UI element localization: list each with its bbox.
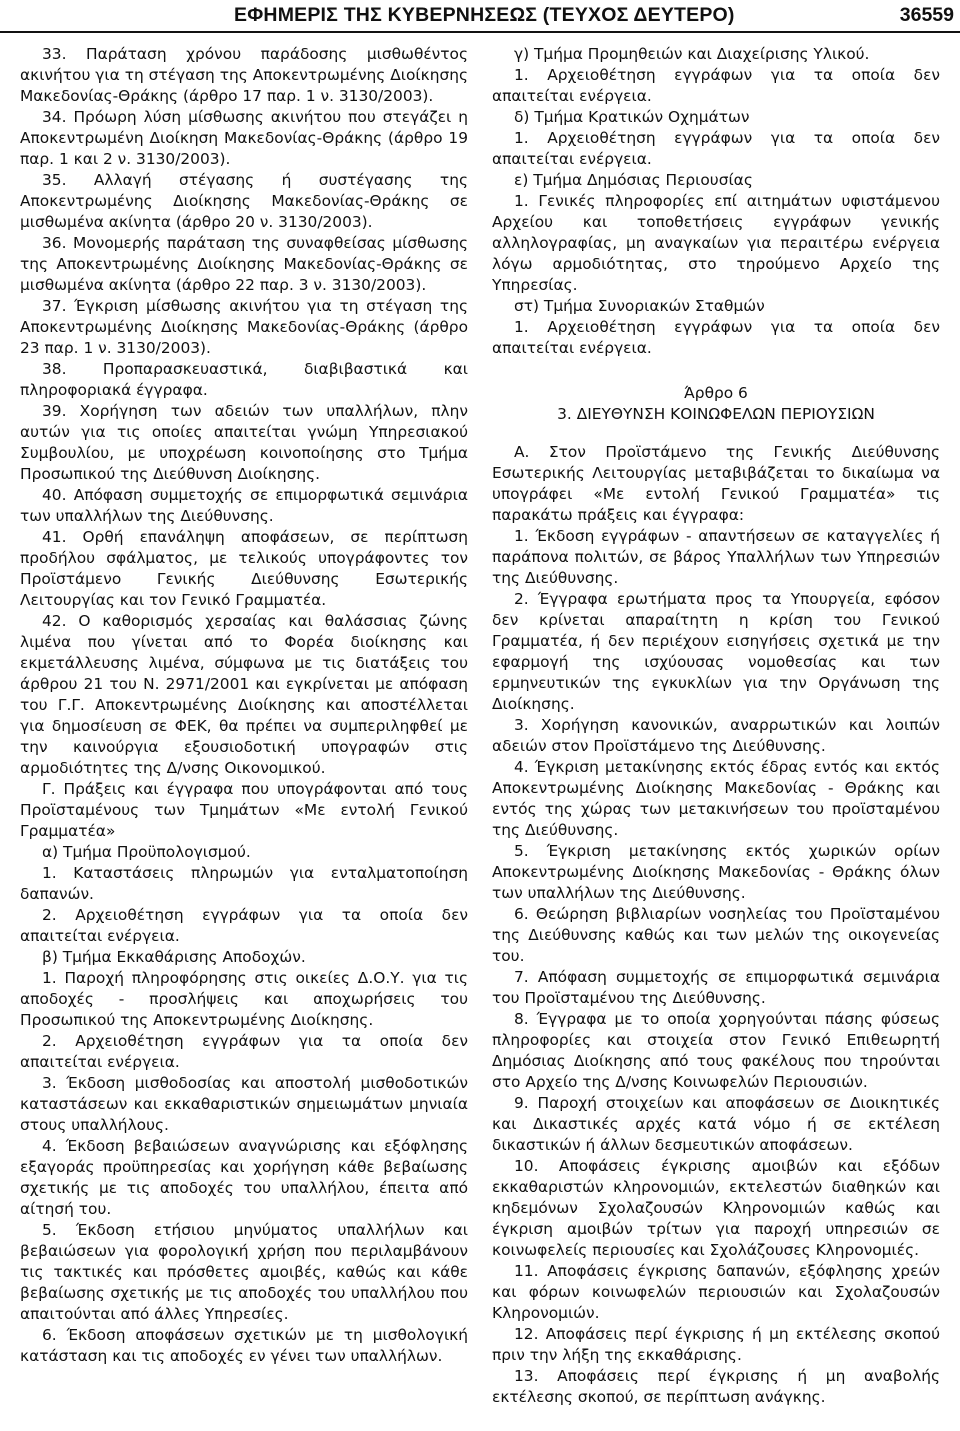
article-heading: Άρθρο 6 xyxy=(684,384,748,402)
left-column xyxy=(20,44,468,1367)
paragraph: 2. Έγγραφα ερωτήματα προς τα Υπουργεία, εφόσον δεν κρίνεται απαραίτητη η κρίση του Γενικού Γραμματέα, ή δεν περιέχουν εισηγήσεις σχετικά με την εφαρμογή της ισχύουσας νομοθεσίας και των ερμηνευτικών της εγκυκλίων για την Οργάνωση της Διοίκησης. xyxy=(492,590,940,713)
paragraph: 42. Ο καθορισμός χερσαίας και θαλάσσιας ζώνης λιμένα που γίνεται από το Φορέα διοίκησης και εκμετάλλευσης λιμένα, σύμφωνα με τις διατάξεις του άρθρου 21 του Ν. 2971/2001 και εγκρίνεται με απόφαση του Γ.Γ. Αποκεντρωμένης Διοίκησης και αποστέλλεται για δημοσίευση σε ΦΕΚ, θα πρέπει να συμπεριληφθεί με την καινούργια εξουσιοδοτική υπογραφών στις αρμοδιότητες της Δ/νσης Οικονομικού. xyxy=(20,612,468,777)
paragraph: 1. Αρχειοθέτηση εγγράφων για τα οποία δεν απαιτείται ενέργεια. xyxy=(492,318,940,357)
gazette-title: ΕΦΗΜΕΡΙΣ ΤΗΣ ΚΥΒΕΡΝΗΣΕΩΣ (ΤΕΥΧΟΣ ΔΕΥΤΕΡΟ) xyxy=(234,4,735,26)
paragraph: 12. Αποφάσεις περί έγκρισης ή μη εκτέλεσης σκοπού πριν την λήξη της εκκαθάρισης. xyxy=(492,1325,940,1364)
paragraph: 1. Καταστάσεις πληρωμών για ενταλματοποίηση δαπανών. xyxy=(20,864,468,903)
paragraph: 34. Πρόωρη λύση μίσθωσης ακινήτου που στεγάζει η Αποκεντρωμένη Διοίκηση Μακεδονίας-Θράκης (άρθρο 19 παρ. 1 και 2 ν. 3130/2003). xyxy=(20,108,468,168)
article-title: 3. ΔΙΕΥΘΥΝΣΗ ΚΟΙΝΩΦΕΛΩΝ ΠΕΡΙΟΥΣΙΩΝ xyxy=(557,405,875,423)
paragraph: 37. Έγκριση μίσθωσης ακινήτου για τη στέγαση της Αποκεντρωμένης Διοίκησης Μακεδονίας-Θράκης (άρθρο 23 παρ. 1 ν. 3130/2003). xyxy=(20,297,468,357)
paragraph: Γ. Πράξεις και έγγραφα που υπογράφονται από τους Προϊσταμένους των Τμημάτων «Με εντολή Γενικού Γραμματέα» xyxy=(20,780,468,840)
paragraph: 11. Αποφάσεις έγκρισης δαπανών, εξόφλησης χρεών και φόρων κοινωφελών περιουσιών και Σχολαζουσών Κληρονομιών. xyxy=(492,1262,940,1322)
paragraph: 1. Έκδοση εγγράφων - απαντήσεων σε καταγγελίες ή παράπονα πολιτών, σε βάρος Υπαλλήλων των Υπηρεσιών της Διεύθυνσης. xyxy=(492,527,940,587)
paragraph: 33. Παράταση χρόνου παράδοσης μισθωθέντος ακινήτου για τη στέγαση της Αποκεντρωμένης Διοίκησης Μακεδονίας-Θράκης (άρθρο 17 παρ. 1 ν. 3130/2003). xyxy=(20,45,468,105)
paragraph: 9. Παροχή στοιχείων και αποφάσεων σε Διοικητικές και Δικαστικές αρχές κατά νόμο ή σε εκτέλεση δικαστικών ή άλλων δεσμευτικών αποφάσεων. xyxy=(492,1094,940,1154)
paragraph: 4. Έκδοση βεβαιώσεων αναγνώρισης και εξόφλησης εξαγοράς προϋπηρεσίας και χορήγηση κάθε βεβαίωσης σχετικής με τις αποδοχές του υπαλλήλου, έπειτα από αίτησή του. xyxy=(20,1137,468,1218)
paragraph: 5. Έκδοση ετήσιου μηνύματος υπαλλήλων και βεβαιώσεων για φορολογική χρήση που περιλαμβάνουν τις τακτικές και πρόσθετες αμοιβές, καθώς και κάθε βεβαίωσης σχετικής με τις αποδοχές του υπαλλήλου που απαιτούνται από άλλες Υπηρεσίες. xyxy=(20,1221,468,1323)
paragraph: 36. Μονομερής παράταση της συναφθείσας μίσθωσης της Αποκεντρωμένης Διοίκησης Μακεδονίας-Θράκης σε μισθωμένα ακίνητα (άρθρο 22 παρ. 3 ν. 3130/2003). xyxy=(20,234,468,294)
paragraph: 1. Αρχειοθέτηση εγγράφων για τα οποία δεν απαιτείται ενέργεια. xyxy=(492,129,940,168)
paragraph: 8. Έγγραφα με το οποία χορηγούνται πάσης φύσεως πληροφορίες και στοιχεία στον Γενικό Επιθεωρητή Δημόσιας Διοίκησης από τους φακέλους που τηρούνται στο Αρχείο της Δ/νσης Κοινωφελών Περιουσιών. xyxy=(492,1010,940,1091)
subsection-heading: στ) Τμήμα Συνοριακών Σταθμών xyxy=(514,297,765,315)
subsection-heading: α) Τμήμα Προϋπολογισμού. xyxy=(42,843,251,861)
paragraph: 6. Έκδοση αποφάσεων σχετικών με τη μισθολογική κατάσταση και τις αποδοχές εν γένει των υπαλλήλων. xyxy=(20,1326,468,1365)
paragraph: 13. Αποφάσεις περί έγκρισης ή μη αναβολής εκτέλεσης σκοπού, σε περίπτωση ανάγκης. xyxy=(492,1367,940,1406)
paragraph: 41. Ορθή επανάληψη αποφάσεων, σε περίπτωση προδήλου σφάλματος, με τελικούς υπογράφοντες τον Προϊστάμενο Γενικής Διεύθυνσης Εσωτερικής Λειτουργίας και τον Γενικό Γραμματέα. xyxy=(20,528,468,609)
paragraph: 6. Θεώρηση βιβλιαρίων νοσηλείας του Προϊσταμένου της Διεύθυνσης καθώς και των μελών της οικογενείας του. xyxy=(492,905,940,965)
page-number: 36559 xyxy=(899,4,954,26)
paragraph: 39. Χορήγηση των αδειών των υπαλλήλων, πλην αυτών για τις οποίες απαιτείται γνώμη Υπηρεσιακού Συμβουλίου, με υποχρέωση κοινοποίησης στο Τμήμα Προσωπικού της Διεύθυνση Διοίκησης. xyxy=(20,402,468,483)
paragraph: 40. Απόφαση συμμετοχής σε επιμορφωτικά σεμινάρια των υπαλλήλων της Διεύθυνσης. xyxy=(20,486,468,525)
paragraph: 3. Έκδοση μισθοδοσίας και αποστολή μισθοδοτικών καταστάσεων και εκκαθαριστικών σημειωμάτων μηνιαία στους υπαλλήλους. xyxy=(20,1074,468,1134)
subsection-heading: ε) Τμήμα Δημόσιας Περιουσίας xyxy=(514,171,753,189)
paragraph: 2. Αρχειοθέτηση εγγράφων για τα οποία δεν απαιτείται ενέργεια. xyxy=(20,1032,468,1071)
paragraph: 7. Απόφαση συμμετοχής σε επιμορφωτικά σεμινάρια του Προϊσταμένου της Διεύθυνσης. xyxy=(492,968,940,1007)
paragraph: 10. Αποφάσεις έγκρισης αμοιβών και εξόδων εκκαθαριστών κληρονομιών, εκτελεστών διαθηκών και κηδεμόνων Σχολαζουσών Κληρονομιών καθώς και έγκριση αμοιβών τρίτων για παροχή υπηρεσιών σε κοινωφελείς περιουσίες και Σχολάζουσες Κληρονομιές. xyxy=(492,1157,940,1259)
page-header xyxy=(0,0,960,36)
paragraph: 2. Αρχειοθέτηση εγγράφων για τα οποία δεν απαιτείται ενέργεια. xyxy=(20,906,468,945)
paragraph: 5. Έγκριση μετακίνησης εκτός χωρικών ορίων Αποκεντρωμένης Διοίκησης Μακεδονίας - Θράκης όλων των υπαλλήλων της Διεύθυνσης. xyxy=(492,842,940,902)
subsection-heading: β) Τμήμα Εκκαθάρισης Αποδοχών. xyxy=(42,948,306,966)
paragraph: 4. Έγκριση μετακίνησης εκτός έδρας εντός και εκτός Αποκεντρωμένης Διοίκησης Μακεδονίας - Θράκης και εντός της χώρας των μετακινήσεων του προϊσταμένου της Διεύθυνσης. xyxy=(492,758,940,839)
header-rule xyxy=(0,31,960,33)
paragraph: 1. Αρχειοθέτηση εγγράφων για τα οποία δεν απαιτείται ενέργεια. xyxy=(492,66,940,105)
paragraph: 1. Παροχή πληροφόρησης στις οικείες Δ.Ο.Υ. για τις αποδοχές - προσλήψεις και αποχωρήσεις του Προσωπικού της Αποκεντρωμένης Διοίκησης. xyxy=(20,969,468,1029)
right-column xyxy=(492,44,940,1408)
subsection-heading: δ) Τμήμα Κρατικών Οχημάτων xyxy=(514,108,750,126)
paragraph: 35. Αλλαγή στέγασης ή συστέγασης της Αποκεντρωμένης Διοίκησης Μακεδονίας-Θράκης σε μισθωμένα ακίνητα (άρθρο 20 ν. 3130/2003). xyxy=(20,171,468,231)
subsection-heading: γ) Τμήμα Προμηθειών και Διαχείρισης Υλικού. xyxy=(514,45,870,63)
paragraph: 3. Χορήγηση κανονικών, αναρρωτικών και λοιπών αδειών στον Προϊστάμενο της Διεύθυνσης. xyxy=(492,716,940,755)
paragraph: 38. Προπαρασκευαστικά, διαβιβαστικά και πληροφοριακά έγγραφα. xyxy=(20,360,468,399)
paragraph: 1. Γενικές πληροφορίες επί αιτημάτων υφιστάμενου Αρχείου και τοποθετήσεις εγγράφων γενικής αλληλογραφίας, μη αναγκαίων για περαιτέρω ενέργεια λόγω αρμοδιότητας, στο τηρούμενο Αρχείο της Υπηρεσίας. xyxy=(492,192,940,294)
paragraph: Α. Στον Προϊστάμενο της Γενικής Διεύθυνσης Εσωτερικής Λειτουργίας μεταβιβάζεται το δικαίωμα να υπογράφει «Με εντολή Γενικού Γραμματέα» τις παρακάτω πράξεις και έγγραφα: xyxy=(492,443,940,524)
